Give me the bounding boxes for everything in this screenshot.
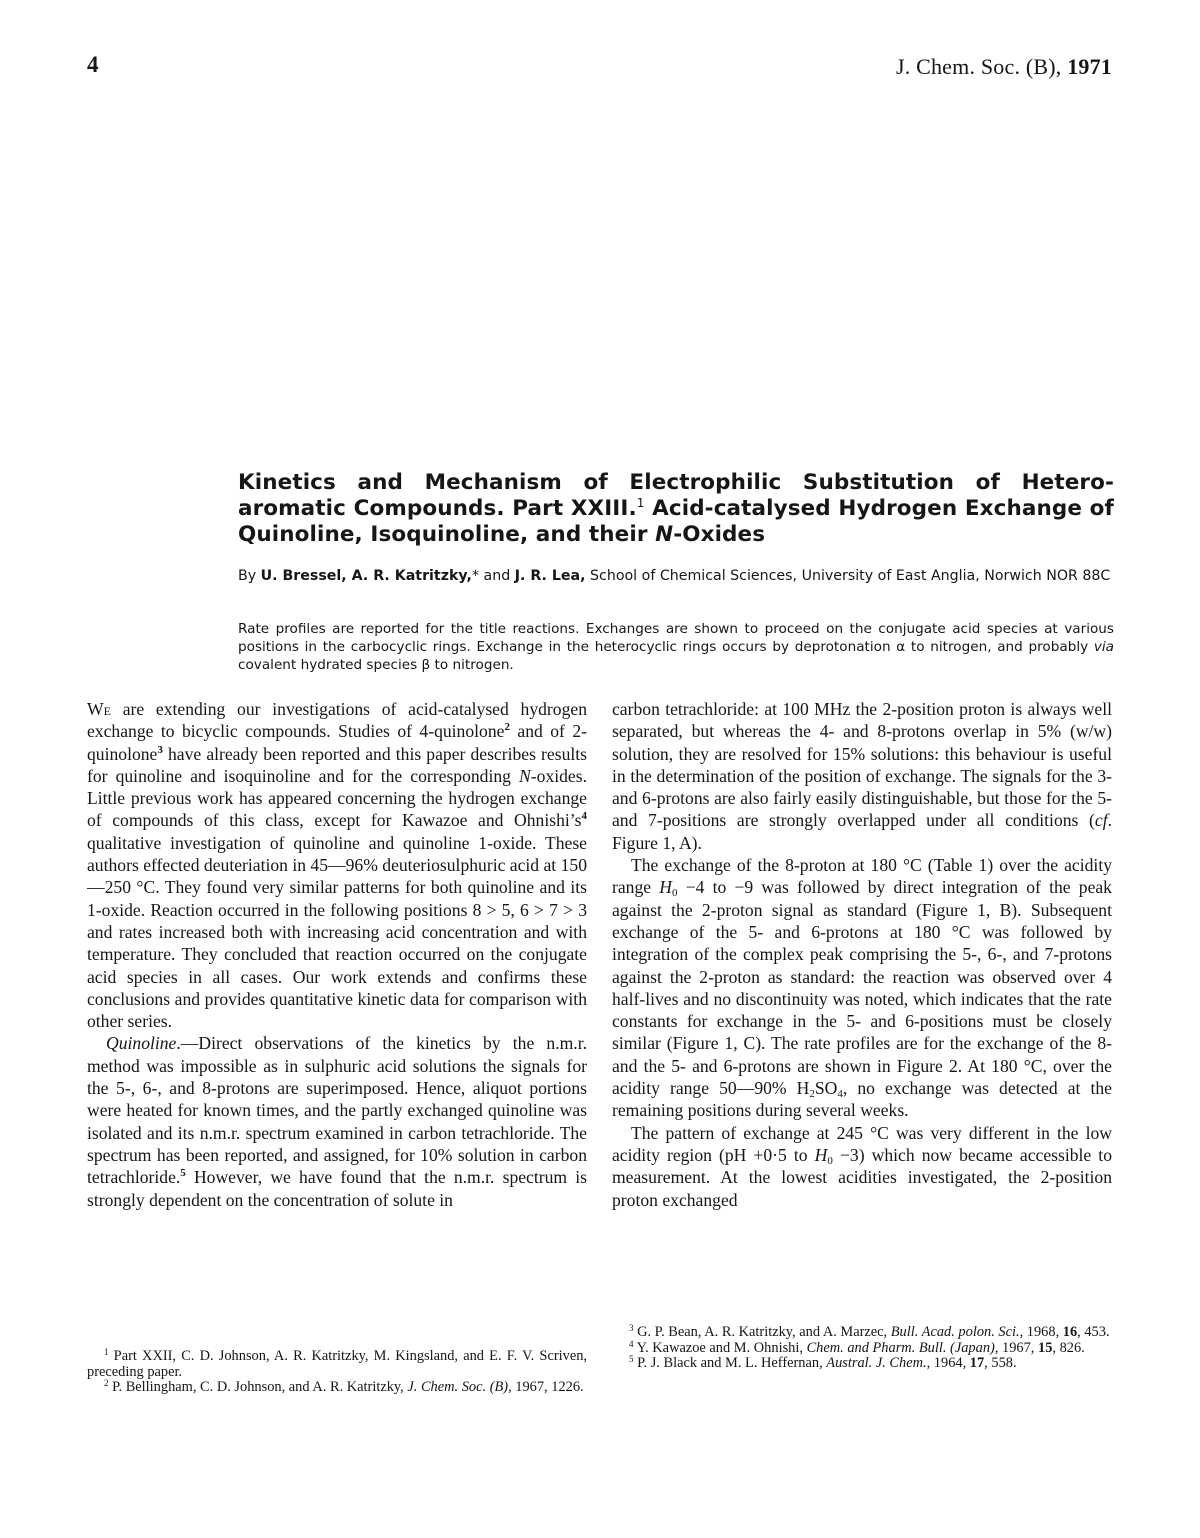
footnote-2: $^2$ P. Bellingham, C. D. Johnson, and A. R. Katritzky, J. Chem. Soc. (B), 1967, 1226. [104,1378,584,1395]
abstract: Rate profiles are reported for the title reactions. Exchanges are shown to proceed on the conjugate acid species at various positions in the carbocyclic rings. Exchange in the heterocyclic rings occurs by deprotonation α to nitrogen, and probably via covalent hydrated species β to nitrogen. [238,621,1114,673]
paragraph-intro: We are extending our investigations of acid-catalysed hydrogen exchange to bicyclic compounds. Studies of 4-quinolone$^2$ and of 2-quinolone$^3$ have already been reported and this paper describes results for quinoline and isoquinoline and for the corresponding N-oxides. Little previous work has appeared concerning the hydrogen exchange of compounds of this class, except for Kawazoe and Ohnishi’s$^4$ qualitative investigation of quinoline and quinoline 1-oxide. These authors effected deuteriation in 45—96% deuteriosulphuric acid at 150—250 °C. They found very similar patterns for both quinoline and its 1-oxide. Reaction occurred in the following positions 8 > 5, 6 > 7 > 3 and rates increased both with increasing acid concentration and with temperature. They concluded that reaction occurred on the conjugate acid species in all cases. Our work extends and confirms these conclusions and provides quantitative kinetic data for comparison with other series. [87,699,587,1032]
article-title: Kinetics and Mechanism of Electrophilic Substitution of Hetero-aromatic Compounds. Part XXIII.$^1$ Acid-catalysed Hydrogen Exchange of Quinoline, Isoquinoline, and their N-Oxides [238,470,1114,547]
paragraph-exchange-180: The exchange of the 8-proton at 180 °C (Table 1) over the acidity range $H_0 -4$ to −9 was followed by direct integration of the peak against the 2-proton signal as standard (Figure 1, B). Subsequent exchange of the 5- and 6-protons at 180 °C was followed by integration of the complex peak comprising the 5-, 6-, and 7-protons against the 2-proton as standard: the reaction was observed over 4 half-lives and no discontinuity was noted, which indicates that the rate constants for exchange in the 5- and 6-positions must be closely similar (Figure 1, C). The rate profiles are for the exchange of the 8- and the 5- and 6-protons are shown in Figure 2. At 180 °C, over the acidity range 50—90% $H_2SO_4$, no exchange was detected at the remaining positions during several weeks. [612,855,1112,1121]
paragraph-exchange-245: The pattern of exchange at 245 °C was very different in the low acidity region (pH +0·5 to $H_0 -3$) which now became accessible to measurement. At the lowest acidities investigated, the 2-position proton exchanged [612,1122,1112,1210]
journal-name: J. Chem. Soc. (B), [895,54,1068,79]
paragraph-quinoline: Quinoline.—Direct observations of the kinetics by the n.m.r. method was impossible as in sulphuric acid solutions the signals for the 5-, 6-, and 8-protons are superimposed. Hence, aliquot portions were heated for known times, and the partly exchanged quinoline was isolated and its n.m.r. spectrum examined in carbon tetrachloride. The spectrum has been reported, and assigned, for 10% solution in carbon tetrachloride.$^5$ However, we have found that the n.m.r. spectrum is strongly dependent on the concentration of solute in [87,1033,587,1210]
citation-5: 5 [180,1167,186,1180]
authors-1: U. Bressel, A. R. Katritzky, [260,568,472,584]
paragraph-quinoline-cont: carbon tetrachloride: at 100 MHz the 2-position proton is always well separated, but whereas the 4- and 8-protons overlap in 5% (w/w) solution, they are resolved for 15% solutions: this behaviour is useful in the determination of the position of exchange. The signals for the 3- and 6-protons are also fairly easily distinguishable, but those for the 5- and 7-positions are strongly overlapped under all conditions (cf. Figure 1, A). [612,699,1112,853]
citation-3: 3 [157,743,163,756]
citation-2: 2 [504,721,510,734]
page-number: 4 [87,52,99,77]
journal-year: 1971 [1067,54,1112,79]
affiliation: School of Chemical Sciences, University of East Anglia, Norwich NOR 88C [585,568,1111,584]
running-head [896,54,1112,80]
citation-4: 4 [581,810,587,823]
footnote-4: $^4$ Y. Kawazoe and M. Ohnishi, Chem. and Pharm. Bull. (Japan), 1967, 15, 826. [629,1338,1085,1356]
footnote-3: $^3$ G. P. Bean, A. R. Katritzky, and A. Marzec, Bull. Acad. polon. Sci., 1968, 16, 453. [629,1323,1110,1340]
footnotes-left [87,1349,587,1396]
footnote-1: $^1$ Part XXII, C. D. Johnson, A. R. Katritzky, M. Kingsland, and E. F. V. Scriven, preceding paper. [87,1347,587,1380]
authors-2: J. R. Lea, [514,568,586,584]
footnote-5: $^5$ P. J. Black and M. L. Heffernan, Austral. J. Chem., 1964, 17, 558. [629,1354,1017,1371]
byline: By U. Bressel, A. R. Katritzky,* and J. R. Lea, School of Chemical Sciences, University of East Anglia, Norwich NOR 88C [238,568,1111,584]
footnotes-right [612,1325,1112,1372]
section-heading-quinoline: Quinoline [106,1033,177,1054]
body-column-left [87,698,587,1211]
title-ref: 1 [636,496,645,510]
body-column-right [612,698,1112,1211]
